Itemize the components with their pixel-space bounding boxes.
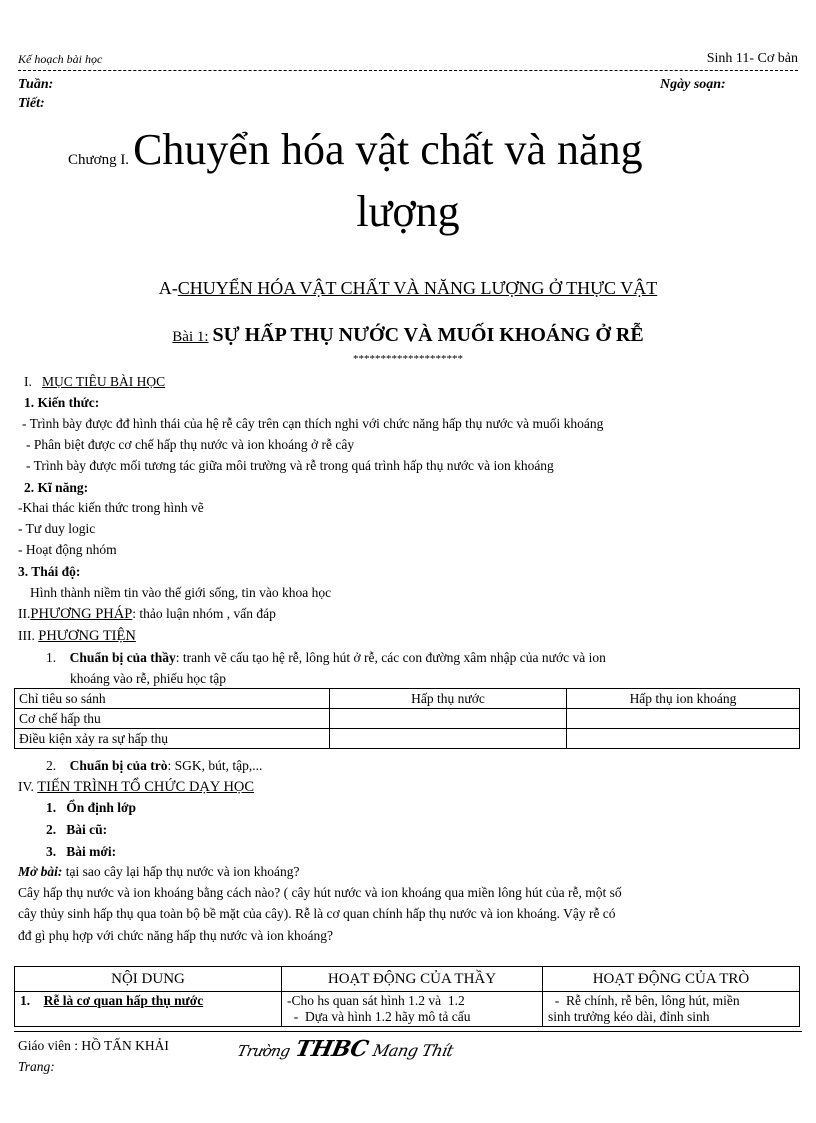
chapter-title-line1: Chuyển hóa vật chất và năng <box>133 125 643 174</box>
student-activity-1: - Rễ chính, rễ bên, lông hút, miền <box>548 993 740 1008</box>
activity-table <box>14 966 800 1027</box>
chapter-heading <box>68 124 768 175</box>
attitude-heading <box>18 564 80 580</box>
student-prep-num: 2. <box>46 758 57 773</box>
teacher-activity-2: - Dựa và hình 1.2 hãy mô tả cấu <box>287 1009 471 1024</box>
attitude-text: Hình thành niềm tin vào thế giới sống, tin vào khoa học <box>30 585 332 600</box>
table-header-cell: Chỉ tiêu so sánh <box>15 689 330 709</box>
intro-paragraph-3: đđ gì phụ hợp với chức năng hấp thụ nước và ion khoáng? <box>18 928 333 943</box>
activity-content-cell <box>15 992 282 1027</box>
prep-date-label: Ngày soạn: <box>660 77 726 92</box>
knowledge-item-3: - Trình bày được mối tương tác giữa môi trường và rễ trong quá trình hấp thụ nước và ion khoáng <box>26 458 554 473</box>
chapter-label: Chương I. <box>68 152 130 168</box>
intro-text: tại sao cây lại hấp thụ nước và ion khoáng? <box>62 864 300 879</box>
table-cell <box>330 709 567 729</box>
content-title: Rễ là cơ quan hấp thụ nước <box>43 993 204 1008</box>
skills-item-2: - Tư duy logic <box>18 521 96 536</box>
table-header-cell: Hấp thụ ion khoáng <box>567 689 800 709</box>
student-prep-text: : SGK, bút, tập,... <box>167 758 263 773</box>
objectives-heading <box>24 374 165 390</box>
lesson-title: SỰ HẤP THỤ NƯỚC VÀ MUỐI KHOÁNG Ở RỄ <box>212 324 644 346</box>
intro-label: Mở bài: <box>18 864 63 879</box>
means-heading: PHƯƠNG TIỆN <box>38 628 136 644</box>
table-row <box>15 709 800 729</box>
method-text: : thảo luận nhóm , vấn đáp <box>132 606 276 621</box>
intro-paragraph-1: Cây hấp thụ nước và ion khoáng bằng cách nào? ( cây hút nước và ion khoáng qua miền lông hút của rễ, một số <box>18 885 622 900</box>
step-label: Ổn định lớp <box>66 800 137 815</box>
table-cell: Điều kiện xảy ra sự hấp thụ <box>15 729 330 749</box>
step-num: 3. <box>46 844 57 859</box>
signature-part-1: Trường <box>235 1042 292 1060</box>
activity-teacher-cell <box>282 992 543 1027</box>
objectives-title: MỤC TIÊU BÀI HỌC <box>42 374 166 389</box>
teacher-prep-text: : tranh vẽ cấu tạo hệ rễ, lông hút ở rễ, các con đường xâm nhập của nước và ion <box>175 650 606 665</box>
attitude-label: 3. Thái độ: <box>18 564 81 579</box>
method-line <box>18 606 276 623</box>
teacher-prep-text-2: khoáng vào rễ, phiếu học tập <box>70 671 226 686</box>
teacher-prep-num: 1. <box>46 650 57 665</box>
lesson-label: Bài 1: <box>172 329 209 345</box>
activity-header-cell: NỘI DUNG <box>15 967 282 992</box>
step-label: Bài cũ: <box>66 822 108 837</box>
table-row <box>15 729 800 749</box>
table-cell <box>567 729 800 749</box>
step-num: 1. <box>46 800 57 815</box>
footer-teacher: Giáo viên : HỒ TẤN KHẢI <box>18 1038 169 1053</box>
intro-line <box>18 864 300 880</box>
process-line <box>18 779 254 796</box>
chapter-title-line2: lượng <box>356 187 460 236</box>
footer-divider <box>14 1031 802 1032</box>
process-step-1 <box>46 800 136 816</box>
period-label: Tiết: <box>18 96 45 111</box>
table-cell <box>330 729 567 749</box>
header-divider <box>18 70 798 71</box>
knowledge-item-2: - Phân biệt được cơ chế hấp thụ nước và ion khoáng ở rễ cây <box>26 437 355 452</box>
activity-student-cell <box>543 992 800 1027</box>
table-header-row <box>15 689 800 709</box>
section-a-prefix: A- <box>158 278 178 298</box>
activity-header-cell: HOẠT ĐỘNG CỦA TRÒ <box>543 967 800 992</box>
intro-paragraph-2: cây thủy sinh hấp thụ qua toàn bộ bề mặt của cây). Rễ là cơ quan chính hấp thụ nước và ion khoáng. Vậy rễ có <box>18 906 616 921</box>
step-label: Bài mới: <box>66 844 117 859</box>
teacher-prep-label: Chuẩn bị của thầy <box>69 650 176 665</box>
signature-part-2: THBC <box>293 1036 371 1062</box>
activity-header-row <box>15 967 800 992</box>
table-header-cell: Hấp thụ nước <box>330 689 567 709</box>
objectives-num: I. <box>24 374 32 389</box>
content-num: 1. <box>20 993 31 1008</box>
section-a-heading <box>0 278 816 299</box>
student-activity-2: sinh trưởng kéo dài, đỉnh sinh <box>548 1009 710 1024</box>
process-heading: TIẾN TRÌNH TỔ CHỨC DẠY HỌC <box>37 779 255 795</box>
comparison-table <box>14 688 800 749</box>
stars-divider: ******************** <box>353 353 463 365</box>
skills-heading: 2. Kĩ năng: <box>24 480 89 495</box>
knowledge-heading: 1. Kiến thức: <box>24 395 100 410</box>
footer-page: Trang: <box>18 1059 55 1074</box>
header-left: Kế hoạch bài học <box>18 52 103 66</box>
table-row <box>15 992 800 1027</box>
week-label: Tuần: <box>18 77 54 92</box>
method-num: II. <box>18 606 31 621</box>
student-prep-line <box>46 758 262 774</box>
skills-item-3: - Hoạt động nhóm <box>18 542 117 557</box>
method-heading: PHƯƠNG PHÁP <box>30 606 133 622</box>
activity-header-cell: HOẠT ĐỘNG CỦA THẦY <box>282 967 543 992</box>
signature-part-3: Mang Thít <box>371 1041 455 1060</box>
step-num: 2. <box>46 822 57 837</box>
process-num: IV. <box>18 779 34 794</box>
skills-item-1: -Khai thác kiến thức trong hình vẽ <box>18 500 204 515</box>
table-cell <box>567 709 800 729</box>
school-signature <box>235 1036 456 1062</box>
header-right: Sinh 11- Cơ bản <box>706 51 798 66</box>
means-line <box>18 628 136 645</box>
teacher-prep-line <box>46 650 606 666</box>
means-num: III. <box>18 628 35 643</box>
teacher-activity-1: -Cho hs quan sát hình 1.2 và 1.2 <box>287 993 465 1008</box>
lesson-heading <box>0 324 816 347</box>
section-a-title: CHUYỂN HÓA VẬT CHẤT VÀ NĂNG LƯỢNG Ở THỰC VẬT <box>177 278 658 298</box>
process-step-3 <box>46 844 116 860</box>
process-step-2 <box>46 822 107 838</box>
knowledge-item-1: - Trình bày được đđ hình thái của hệ rễ cây trên cạn thích nghi với chức năng hấp thụ nước và muối khoáng <box>22 416 604 431</box>
student-prep-label: Chuẩn bị của trò <box>69 758 168 773</box>
table-cell: Cơ chế hấp thu <box>15 709 330 729</box>
